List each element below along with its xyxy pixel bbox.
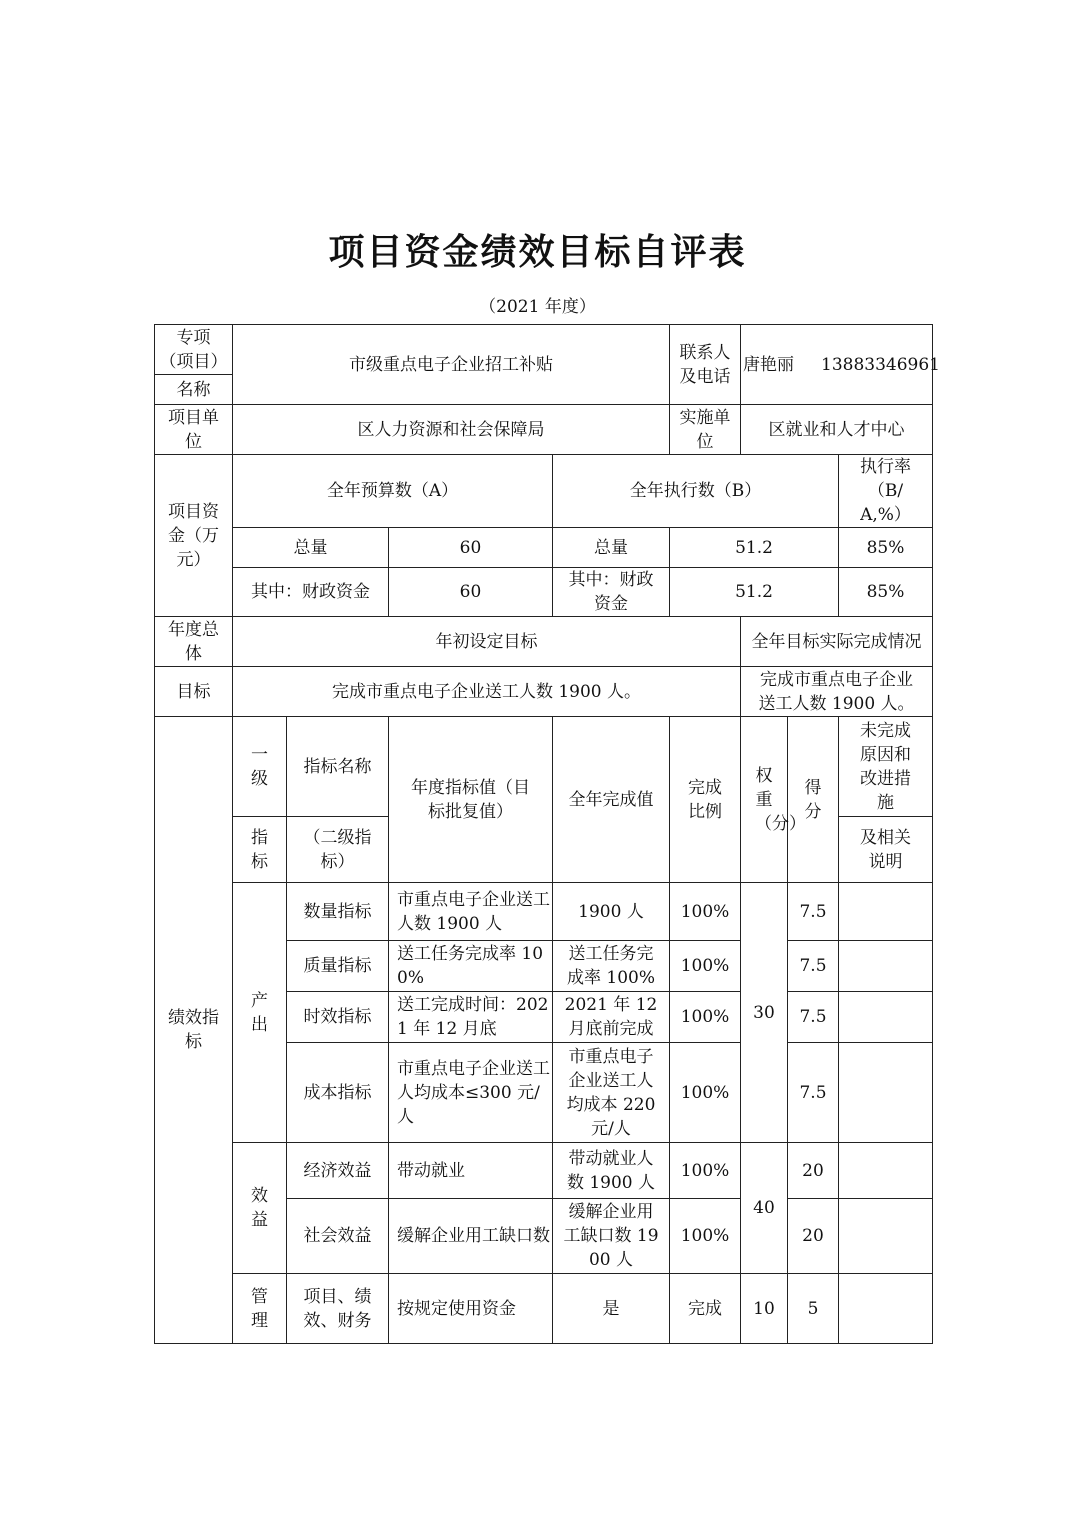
indicator-reason <box>839 992 933 1043</box>
indicator-actual: 市重点电子企业送工人均成本 220 元/人 <box>553 1043 670 1143</box>
indicator-name: 经济效益 <box>287 1143 389 1199</box>
total-exec: 51.2 <box>670 528 839 568</box>
indicator-actual: 缓解企业用工缺口数 1900 人 <box>553 1199 670 1274</box>
indicator-target: 按规定使用资金 <box>389 1274 553 1344</box>
indicator-actual: 送工任务完成率 100% <box>553 941 670 992</box>
reason-header-bottom: 及相关说明 <box>839 817 933 883</box>
indicator-ratio: 100% <box>670 1043 741 1143</box>
contact-label: 联系人及电话 <box>670 325 741 405</box>
fiscal-exec: 51.2 <box>670 568 839 617</box>
page-title: 项目资金绩效目标自评表 <box>328 231 747 273</box>
indicator-ratio: 100% <box>670 992 741 1043</box>
project-unit-value: 区人力资源和社会保障局 <box>233 405 670 455</box>
goal-actual-header: 全年目标实际完成情况 <box>741 617 933 667</box>
indicator-score: 7.5 <box>788 1043 839 1143</box>
indicator-reason <box>839 1274 933 1344</box>
indicator-reason <box>839 1199 933 1274</box>
target-header: 年度指标值（目标批复值） <box>389 717 553 883</box>
indicator-name: 时效指标 <box>287 992 389 1043</box>
fiscal-budget: 60 <box>389 568 553 617</box>
indicator-name: 质量指标 <box>287 941 389 992</box>
name-header-top: 指标名称 <box>287 717 389 817</box>
indicator-name: 社会效益 <box>287 1199 389 1274</box>
total-exec-label: 总量 <box>553 528 670 568</box>
total-label: 总量 <box>233 528 389 568</box>
rate-header: 执行率（B/A,%） <box>839 455 933 528</box>
goal-set-header: 年初设定目标 <box>233 617 741 667</box>
indicator-score: 7.5 <box>788 992 839 1043</box>
indicator-ratio: 100% <box>670 1143 741 1199</box>
ratio-header: 完成比例 <box>670 717 741 883</box>
indicator-ratio: 100% <box>670 1199 741 1274</box>
reason-header-top: 未完成原因和改进措施 <box>839 717 933 817</box>
table-row <box>155 1274 933 1344</box>
level1-header-top: 一级 <box>233 717 287 817</box>
project-name-value: 市级重点电子企业招工补贴 <box>233 325 670 405</box>
indicator-score: 7.5 <box>788 941 839 992</box>
actual-header: 全年完成值 <box>553 717 670 883</box>
total-budget: 60 <box>389 528 553 568</box>
contact-value: 唐艳丽 13883346961 <box>741 325 933 405</box>
table-row <box>155 883 933 941</box>
indicator-score: 7.5 <box>788 883 839 941</box>
level1-output: 产出 <box>233 883 287 1143</box>
goal-actual-value: 完成市重点电子企业送工人数 1900 人。 <box>741 667 933 717</box>
fiscal-rate: 85% <box>839 568 933 617</box>
indicator-actual: 1900 人 <box>553 883 670 941</box>
fiscal-label: 其中：财政资金 <box>233 568 389 617</box>
goal-label-1: 年度总体 <box>155 617 233 667</box>
indicator-actual: 2021 年 12 月底前完成 <box>553 992 670 1043</box>
project-name-label-2: 名称 <box>155 375 233 405</box>
funds-label: 项目资金（万元） <box>155 455 233 617</box>
indicator-target: 市重点电子企业送工人数 1900 人 <box>389 883 553 941</box>
indicator-reason <box>839 883 933 941</box>
indicator-weight: 30 <box>741 883 788 1143</box>
indicator-ratio: 100% <box>670 941 741 992</box>
fiscal-exec-label: 其中：财政资金 <box>553 568 670 617</box>
impl-unit-value: 区就业和人才中心 <box>741 405 933 455</box>
indicator-reason <box>839 941 933 992</box>
project-name-label-1: 专项 （项目） <box>155 325 233 375</box>
indicator-target: 缓解企业用工缺口数 <box>389 1199 553 1274</box>
name-header-bottom: （二级指标） <box>287 817 389 883</box>
indicator-ratio: 完成 <box>670 1274 741 1344</box>
level1-benefit: 效益 <box>233 1143 287 1274</box>
indicator-actual: 是 <box>553 1274 670 1344</box>
indicator-weight: 10 <box>741 1274 788 1344</box>
indicator-reason <box>839 1043 933 1143</box>
project-unit-label: 项目单位 <box>155 405 233 455</box>
goal-set-value: 完成市重点电子企业送工人数 1900 人。 <box>233 667 741 717</box>
indicator-ratio: 100% <box>670 883 741 941</box>
indicator-score: 5 <box>788 1274 839 1344</box>
score-header: 得分 <box>788 717 839 883</box>
indicator-target: 带动就业 <box>389 1143 553 1199</box>
impl-unit-label: 实施单位 <box>670 405 741 455</box>
indicator-target: 送工完成时间：2021 年 12 月底 <box>389 992 553 1043</box>
indicators-section-label: 绩效指标 <box>155 717 233 1344</box>
budget-header: 全年预算数（A） <box>233 455 553 528</box>
indicator-score: 20 <box>788 1143 839 1199</box>
exec-header: 全年执行数（B） <box>553 455 839 528</box>
indicator-target: 送工任务完成率 100% <box>389 941 553 992</box>
table-row <box>155 1143 933 1199</box>
total-rate: 85% <box>839 528 933 568</box>
level1-management: 管理 <box>233 1274 287 1344</box>
goal-label-2: 目标 <box>155 667 233 717</box>
indicator-target: 市重点电子企业送工人均成本≤300 元/人 <box>389 1043 553 1143</box>
indicator-name: 数量指标 <box>287 883 389 941</box>
indicator-reason <box>839 1143 933 1199</box>
indicator-actual: 带动就业人数 1900 人 <box>553 1143 670 1199</box>
level1-header-bottom: 指标 <box>233 817 287 883</box>
page-subtitle: （2021 年度） <box>479 297 596 317</box>
indicator-name: 成本指标 <box>287 1043 389 1143</box>
indicator-name: 项目、绩效、财务 <box>287 1274 389 1344</box>
indicator-score: 20 <box>788 1199 839 1274</box>
weight-header: 权重（分） <box>741 717 788 883</box>
indicator-weight: 40 <box>741 1143 788 1274</box>
evaluation-table <box>154 324 940 1344</box>
